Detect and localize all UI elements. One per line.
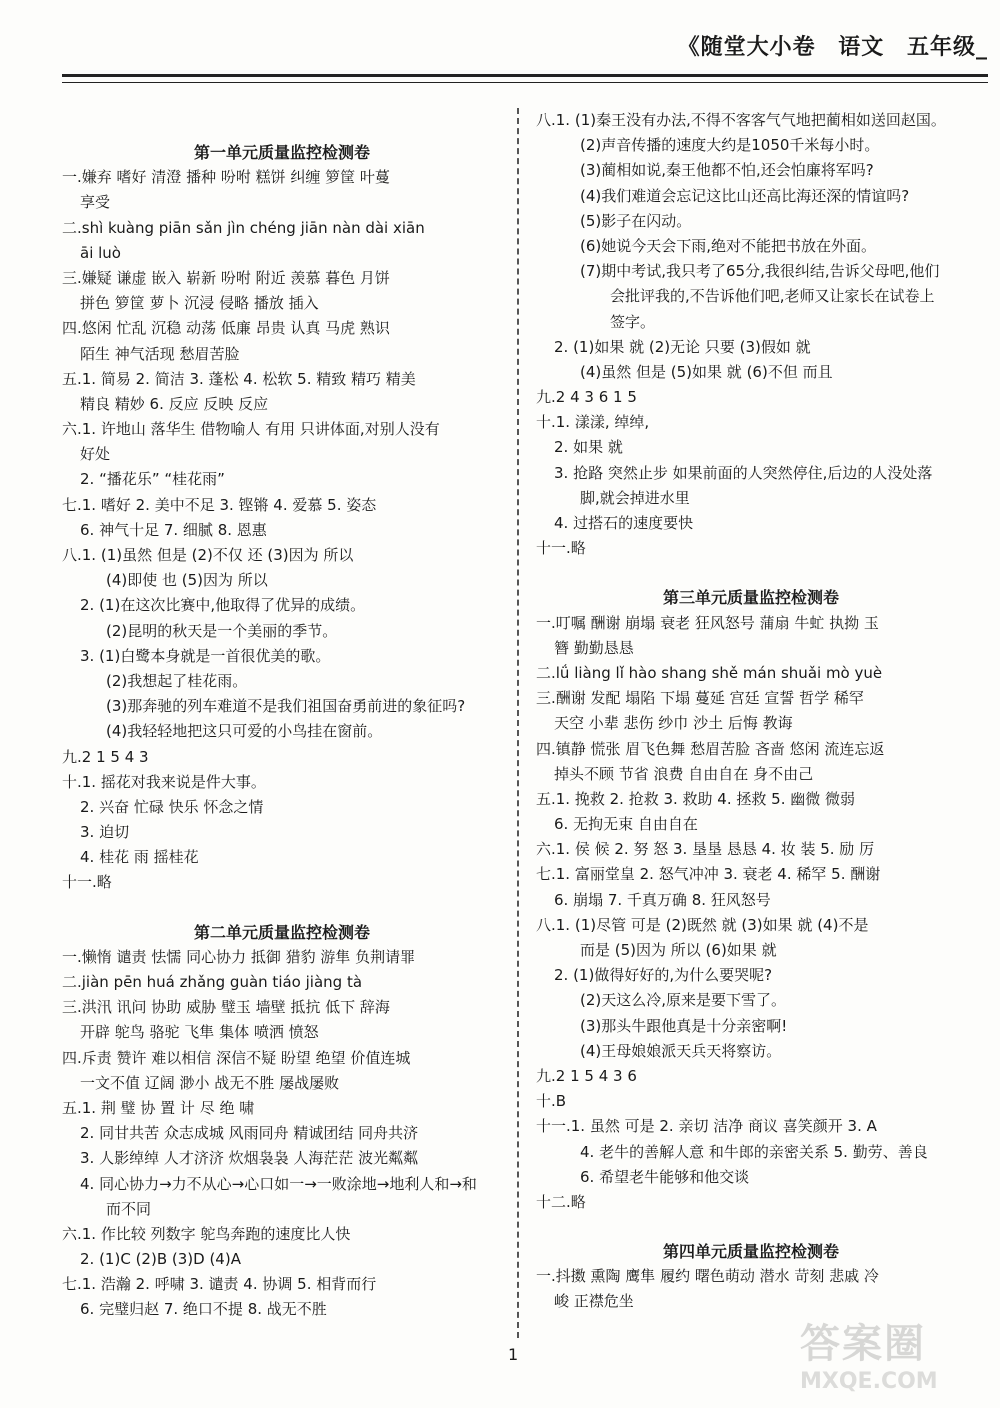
answer-line: (2)声音传播的速度大约是1050千米每小时。	[580, 136, 880, 155]
answer-line: 6. 无拘无束 自由自在	[554, 815, 698, 834]
section-title: 第三单元质量监控检测卷	[662, 588, 839, 608]
answer-line: 4. 老牛的善解人意 和牛郎的亲密关系 5. 勤劳、善良	[580, 1142, 928, 1161]
page-number: 1	[508, 1345, 519, 1364]
answer-line: 3. 人影绰绰 人才济济 炊烟袅袅 人海茫茫 波光粼粼	[80, 1149, 419, 1168]
answer-line: 会批评我的,不告诉他们吧,老师又让家长在试卷上	[610, 287, 935, 306]
answer-line: 3. 迫切	[80, 823, 130, 842]
answer-line: 九.2 4 3 6 1 5	[536, 388, 637, 407]
answer-line: (3)那头牛跟他真是十分亲密啊!	[580, 1016, 788, 1035]
answer-line: 2. (1)做得好好的,为什么要哭呢?	[554, 966, 773, 985]
right-column	[536, 108, 966, 1315]
answer-line: 2. (1)在这次比赛中,他取得了优异的成绩。	[80, 596, 366, 615]
answer-line: 2. (1)如果 就 (2)无论 只要 (3)假如 就	[554, 337, 811, 356]
answer-line: 四.斥责 赞许 难以相信 深信不疑 盼望 绝望 价值连城	[62, 1048, 411, 1067]
grade-label: 五年级_	[906, 35, 988, 60]
left-column	[62, 140, 502, 1323]
answer-line: 一.叮嘱 酬谢 崩塌 衰老 狂风怒号 蒲扇 牛虻 执拗 玉	[536, 613, 879, 632]
answer-line: 4. 桂花 雨 摇桂花	[80, 848, 199, 867]
answer-line: 五.1. 挽救 2. 抢救 3. 救助 4. 拯救 5. 幽微 微弱	[536, 789, 856, 808]
answer-line: 八.1. (1)虽然 但是 (2)不仅 还 (3)因为 所以	[62, 546, 354, 564]
answer-line: 六.1. 许地山 落华生 借物喻人 有用 只讲体面,对别人没有	[62, 420, 440, 439]
answer-line: (2)昆明的秋天是一个美丽的季节。	[106, 621, 338, 640]
answer-line: āi luò	[80, 243, 121, 262]
answer-line: 一.抖擞 熏陶 鹰隼 履约 曙色萌动 潜水 苛刻 悲戚 冷	[536, 1267, 879, 1286]
answer-line: 6. 崩塌 7. 千真万确 8. 狂风怒号	[554, 890, 771, 909]
answer-line: 开辟 鸵鸟 骆驼 飞隼 集体 喷洒 愤怒	[80, 1023, 319, 1042]
answer-line: 二.jiàn pēn huá zhǎng guàn tiáo jiàng tà	[62, 973, 363, 991]
answer-line: (2)我想起了桂花雨。	[106, 671, 248, 690]
answer-line: 十.1. 漾漾, 绰绰,	[536, 413, 650, 432]
answer-line: 峻 正襟危坐	[554, 1292, 634, 1311]
answer-line: 2. (1)C (2)B (3)D (4)A	[80, 1250, 241, 1269]
answer-line: 六.1. 作比较 列数字 鸵鸟奔跑的速度比人快	[62, 1224, 351, 1243]
answer-line: (3)蔺相如说,秦王他都不怕,还会怕廉将军吗?	[580, 161, 874, 180]
book-title: 《随堂大小卷	[677, 35, 816, 60]
answer-line: 脚,就会掉进水里	[580, 488, 690, 507]
section-title: 第二单元质量监控检测卷	[193, 922, 370, 942]
answer-line: 6. 希望老牛能够和他交谈	[580, 1167, 750, 1186]
section-title: 第四单元质量监控检测卷	[662, 1242, 839, 1262]
answer-line: 4. 同心协力→力不从心→心口如一→一败涂地→地利人和→和	[80, 1174, 477, 1193]
answer-line: 十二.略	[536, 1192, 586, 1211]
section-gap	[536, 561, 966, 585]
answer-line: 拼色 箩筐 萝卜 沉浸 侵略 播放 插入	[80, 294, 319, 313]
answer-line: 一文不值 辽阔 渺小 战无不胜 屡战屡败	[80, 1073, 340, 1092]
answer-line: 二.shì kuàng piān sǎn jìn chéng jiān nàn dài xiān	[62, 218, 425, 237]
answer-line: 4. 过搭石的速度要快	[554, 514, 694, 532]
section-title: 第一单元质量监控检测卷	[193, 143, 370, 162]
answer-line: (3)那奔驰的列车难道不是我们祖国奋勇前进的象征吗?	[106, 697, 466, 716]
answer-line: 三.洪汛 讯问 协助 威胁 璧玉 墙壁 抵抗 低下 辞海	[62, 998, 390, 1017]
answer-line: 掉头不顾 节省 浪费 自由自在 身不由己	[554, 764, 814, 783]
answer-line: (4)我们难道会忘记这比山还高比海还深的情谊吗?	[580, 186, 910, 205]
header-rule-thin	[62, 82, 988, 83]
answer-line: 精良 精妙 6. 反应 反映 反应	[80, 394, 269, 413]
answer-line: 而不同	[106, 1199, 152, 1218]
answer-line: 享受	[80, 193, 111, 212]
watermark-logo	[800, 1312, 990, 1402]
answer-line: 6. 完璧归赵 7. 绝口不提 8. 战无不胜	[80, 1300, 327, 1319]
answer-line: 五.1. 荆 璧 协 置 计 尽 绝 啸	[62, 1098, 255, 1117]
section-gap	[536, 1215, 966, 1239]
answer-line: 九.2 1 5 4 3	[62, 747, 149, 766]
watermark-top: 答案圈	[800, 1321, 926, 1367]
answer-line: (7)期中考试,我只考了65分,我很纠结,告诉父母吧,他们	[580, 262, 940, 281]
answer-line: 好处	[80, 445, 111, 464]
answer-line: 十一.略	[62, 873, 112, 892]
answer-line: 2. 兴奋 忙碌 快乐 怀念之情	[80, 797, 264, 816]
answer-line: 2. 同甘共苦 众志成城 风雨同舟 精诚团结 同舟共济	[80, 1124, 419, 1143]
answer-line: 一.懒惰 谴责 怯懦 同心协力 抵御 猎豹 游隼 负荆请罪	[62, 947, 416, 966]
answer-line: 二.lǘ liàng lǐ hào shang shě mán shuǎi mò yuè	[536, 663, 883, 682]
answer-line: 八.1. (1)尽管 可是 (2)既然 就 (3)如果 就 (4)不是	[536, 915, 869, 934]
answer-line: 四.镇静 慌张 眉飞色舞 愁眉苦脸 吝啬 悠闲 流连忘返	[536, 739, 885, 758]
answer-line: 簪 勤勤恳恳	[554, 638, 634, 657]
page-header	[664, 30, 988, 61]
answer-line: 七.1. 富丽堂皇 2. 怒气冲冲 3. 衰老 4. 稀罕 5. 酬谢	[536, 865, 881, 884]
answer-line: 陌生 神气活现 愁眉苦脸	[80, 344, 240, 363]
answer-line: 六.1. 侯 候 2. 努 怒 3. 垦垦 恳恳 4. 妆 装 5. 励 厉	[536, 840, 875, 859]
answer-line: 十.B	[536, 1092, 567, 1111]
column-divider	[517, 108, 519, 1338]
answer-line: (6)她说今天会下雨,绝对不能把书放在外面。	[580, 236, 877, 255]
answer-line: 七.1. 浩瀚 2. 呼啸 3. 谴责 4. 协调 5. 相背而行	[62, 1275, 377, 1294]
answer-line: 十一.1. 虽然 可是 2. 亲切 洁净 商议 喜笑颜开 3. A	[536, 1117, 877, 1136]
header-rule-thick	[62, 74, 988, 77]
answer-line: (4)王母娘娘派天兵天将察访。	[580, 1041, 782, 1060]
answer-line: (4)我轻轻地把这只可爱的小鸟挂在窗前。	[106, 722, 383, 741]
answer-line: 签字。	[610, 312, 656, 331]
answer-line: 2. 如果 就	[554, 438, 623, 457]
answer-line: 天空 小辈 悲伤 纱巾 沙土 后悔 教诲	[554, 714, 793, 733]
answer-line: 三.酬谢 发配 塌陷 下塌 蔓延 宫廷 宣誓 哲学 稀罕	[536, 689, 864, 708]
answer-line: 一.嫌弃 嗜好 清澄 播种 吩咐 糕饼 纠缠 箩筐 叶蔓	[62, 168, 390, 187]
answer-line: 三.嫌疑 谦虚 嵌入 崭新 吩咐 附近 羡慕 暮色 月饼	[62, 268, 390, 287]
answer-line: 而是 (5)因为 所以 (6)如果 就	[580, 941, 777, 959]
answer-line: 九.2 1 5 4 3 6	[536, 1066, 637, 1085]
answer-line: 6. 神气十足 7. 细腻 8. 恩惠	[80, 520, 267, 539]
answer-line: 十.1. 摇花对我来说是件大事。	[62, 772, 266, 791]
answer-line: (2)天这么冷,原来是要下雪了。	[580, 991, 787, 1010]
watermark-bottom: MXQE.COM	[800, 1369, 938, 1394]
subject-label: 语文	[838, 35, 885, 60]
section-gap	[62, 896, 502, 920]
answer-line: 八.1. (1)秦王没有办法,不得不客客气气地把蔺相如送回赵国。	[536, 111, 946, 129]
answer-line: 七.1. 嗜好 2. 美中不足 3. 铿锵 4. 爱慕 5. 姿态	[62, 495, 377, 514]
answer-line: 3. (1)白鹭本身就是一首很优美的歌。	[80, 646, 331, 665]
answer-line: (4)虽然 但是 (5)如果 就 (6)不但 而且	[580, 362, 833, 381]
answer-line: 十一.略	[536, 539, 586, 558]
answer-line: 2. “播花乐” “桂花雨”	[80, 470, 225, 489]
answer-line: 五.1. 简易 2. 简洁 3. 蓬松 4. 松软 5. 精致 精巧 精美	[62, 369, 416, 388]
answer-line: 3. 抢路 突然止步 如果前面的人突然停住,后边的人没处落	[554, 463, 933, 482]
answer-line: (4)即使 也 (5)因为 所以	[106, 571, 268, 590]
answer-line: (5)影子在闪动。	[580, 211, 692, 230]
answer-line: 四.悠闲 忙乱 沉稳 动荡 低廉 昂贵 认真 马虎 熟识	[62, 319, 390, 338]
